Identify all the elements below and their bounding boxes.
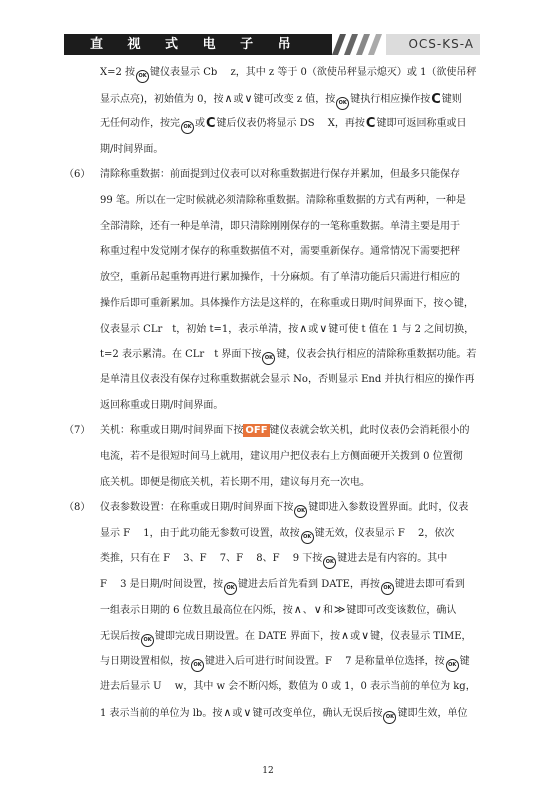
text-line: 显示 F 1，由于此功能无参数可设置，故按 OK 键无效，仪表显示 F 2，依次 bbox=[64, 521, 484, 547]
ok-key-icon: OK bbox=[181, 121, 194, 134]
off-key-icon: OFF bbox=[245, 425, 268, 437]
updown-key-icon: ◇ bbox=[444, 296, 453, 310]
up-key-icon: ∧ bbox=[293, 603, 302, 617]
text-line: 进去后显示 U w，其中 w 会不断闪烁，数值为 0 或 1，0 表示当前的单位为 kg， bbox=[100, 681, 476, 693]
item-8-line: （8） 仪表参数设置：在称重或日期/时间界面下按 OK 键即进入参数设置界面。此时，仪表 bbox=[64, 495, 484, 521]
text-line: 期/时间界面。 bbox=[100, 143, 164, 155]
up-key-icon: ∧ bbox=[341, 629, 350, 643]
up-key-icon: ∧ bbox=[224, 91, 233, 105]
c-key-icon: C bbox=[431, 91, 441, 107]
header-model: OCS-KS-A bbox=[386, 34, 480, 55]
text-line: 放空，重新吊起重物再进行累加操作，十分麻烦。有了单清功能后只需进行相应的 bbox=[100, 271, 460, 283]
item-7-line: （7） 关机：称重或日期/时间界面下按 OFF 键仪表就会软关机，此时仪表仍会消耗很小的 bbox=[64, 418, 484, 444]
text-line: X=2 按 OK 键仪表显示 Cb z，其中 z 等于 0（欲使吊秤显示熄灭）或 1（欲使吊秤 bbox=[64, 60, 484, 86]
text-line: 全部清除，还有一种是单清，即只清除刚刚保存的一笔称重数据。单清主要是用于 bbox=[100, 220, 460, 232]
text-line: 操作后即可重新累加。具体操作方法是这样的，在称重或日期/时间界面下，按◇键， bbox=[64, 290, 484, 316]
ok-key-icon: OK bbox=[336, 97, 349, 110]
ok-key-icon: OK bbox=[294, 505, 307, 518]
ok-key-icon: OK bbox=[446, 659, 459, 672]
down-key-icon: ∨ bbox=[361, 629, 370, 643]
down-key-icon: ∨ bbox=[319, 321, 328, 335]
text-line: 仪表显示 CLr t，初始 t=1，表示单清，按∧或∨键可使 t 值在 1 与 2 之间切换， bbox=[64, 316, 484, 342]
item-6-line: （6） 清除称重数据：前面提到过仪表可以对称重数据进行保存并累加，但最多只能保存 bbox=[64, 162, 484, 188]
ok-key-icon: OK bbox=[383, 711, 396, 724]
item-number: （7） bbox=[64, 425, 91, 437]
up-key-icon: ∧ bbox=[299, 321, 308, 335]
header-stripes bbox=[326, 34, 386, 55]
text-line: 无任何动作，按完 OK 或C键后仪表仍将显示 DS X，再按C键即可返回称重或日 bbox=[64, 111, 484, 137]
down-key-icon: ∨ bbox=[243, 705, 252, 719]
ok-key-icon: OK bbox=[191, 659, 204, 672]
text-line: 与日期设置相似，按 OK 键进入后可进行时间设置。F 7 是称量单位选择，按 OK 键 bbox=[64, 649, 484, 675]
text-line: 1 表示当前的单位为 lb。按∧或∨键可改变单位，确认无误后按 OK 键即生效，单位 bbox=[64, 700, 484, 726]
item-number: （8） bbox=[64, 502, 91, 514]
text-line: 显示点亮)，初始值为 0，按∧或∨键可改变 z 值，按 OK 键执行相应操作按C键则 bbox=[64, 86, 484, 112]
item-number: （6） bbox=[64, 169, 91, 181]
page-number: 12 bbox=[262, 766, 274, 776]
ok-key-icon: OK bbox=[262, 352, 275, 365]
ok-key-icon: OK bbox=[224, 582, 237, 595]
text-line: 底关机。即便是彻底关机，若长期不用，建议每月充一次电。 bbox=[100, 476, 370, 488]
text-line: 99 笔。所以在一定时候就必须清除称重数据。清除称重数据的方式有两种，一种是 bbox=[100, 194, 466, 206]
manual-body bbox=[64, 60, 484, 725]
text-line: 返回称重或日期/时间界面。 bbox=[100, 399, 224, 411]
text-line: 是单清且仪表没有保存过称重数据就会显示 No，否则显示 End 并执行相应的操作再 bbox=[100, 374, 475, 386]
ok-key-icon: OK bbox=[141, 634, 154, 647]
c-key-icon: C bbox=[206, 116, 216, 132]
ok-key-icon: OK bbox=[301, 531, 314, 544]
down-key-icon: ∨ bbox=[313, 603, 322, 617]
down-key-icon: ∨ bbox=[244, 91, 253, 105]
ok-key-icon: OK bbox=[136, 70, 149, 83]
up-key-icon: ∧ bbox=[223, 705, 232, 719]
text-line: F 3 是日期/时间设置，按 OK 键进去后首先看到 DATE，再按 OK 键进去即可看到 bbox=[64, 572, 484, 598]
text-line: 一组表示日期的 6 位数且最高位在闪烁，按∧、∨和≫键即可改变该数位，确认 bbox=[64, 597, 484, 623]
ok-key-icon: OK bbox=[323, 556, 336, 569]
text-line: 无误后按 OK 键即完成日期设置。在 DATE 界面下，按∧或∨键，仪表显示 TIME， bbox=[64, 623, 484, 649]
c-key-icon: C bbox=[365, 116, 376, 132]
header-title: 直 视 式 电 子 吊 秤 bbox=[64, 34, 332, 55]
text-line: t=2 表示累清。在 CLr t 界面下按 OK 键，仪表会执行相应的清除称重数据功能。若 bbox=[64, 342, 484, 368]
ok-key-icon: OK bbox=[381, 582, 394, 595]
text-line: 类推，只有在 F 3、F 7、F 8、F 9 下按 OK 键进去是有内容的。其中 bbox=[64, 546, 484, 572]
text-line: 称重过程中发觉刚才保存的称重数据值不对，需要重新保存。通常情况下需要把秤 bbox=[100, 246, 460, 258]
text-line: 电流，若不是很短时间马上就用，建议用户把仪表右上方侧面硬开关拨到 0 位置彻 bbox=[100, 450, 463, 462]
shift-key-icon: ≫ bbox=[333, 603, 346, 617]
